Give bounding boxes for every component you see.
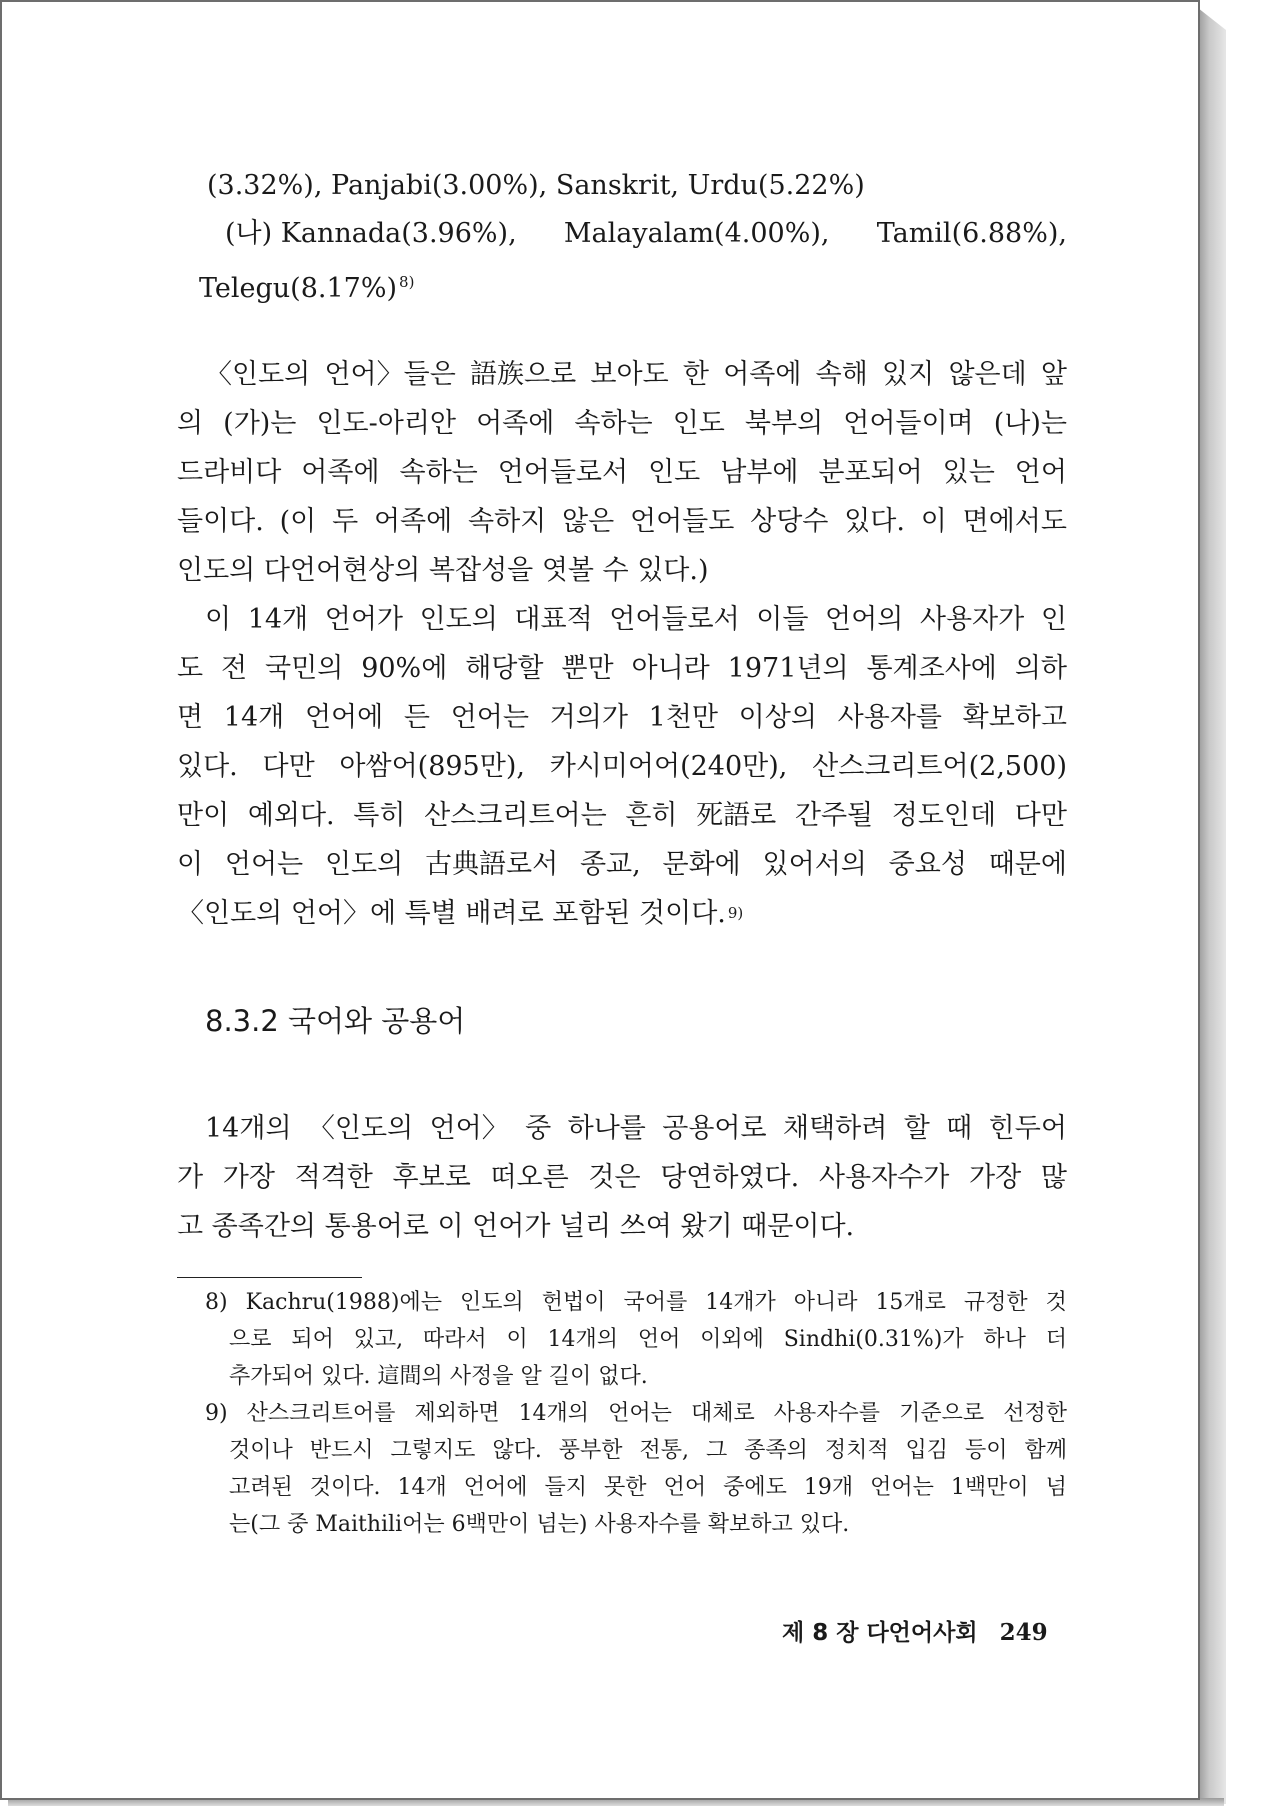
footnote-ref: 8): [399, 273, 415, 291]
word: 되어: [291, 1327, 334, 1352]
text-line: [177, 742, 1067, 791]
word: 인도: [672, 408, 725, 439]
word: 있어서의: [762, 849, 867, 880]
word: 떠오른: [490, 1162, 569, 1193]
word: 전통,: [639, 1438, 689, 1463]
word: 드라비다: [177, 457, 282, 488]
word: 반드시: [309, 1438, 374, 1463]
text-line: [177, 693, 1067, 742]
text-line: [177, 889, 1067, 938]
word: 언어: [637, 1327, 681, 1352]
text-line: [177, 644, 1067, 693]
word: 사용자가: [919, 604, 1025, 635]
word: 다만: [1014, 800, 1067, 831]
word: (가)는: [223, 408, 297, 439]
word: 두: [332, 506, 359, 537]
text-line: [177, 1153, 1067, 1202]
word: 예외다.: [247, 800, 335, 831]
word: 한: [682, 359, 709, 390]
word: 속하지: [468, 506, 547, 537]
word: 종족의: [744, 1438, 808, 1463]
word: 14개: [247, 604, 309, 635]
footnote-ref: 9): [727, 904, 744, 922]
word: 의: [177, 408, 204, 439]
footnote-line: 추가되어 있다. 這間의 사정을 알 길이 없다.: [229, 1364, 648, 1389]
word: 어족에: [476, 408, 555, 439]
footnote-line: 는(그 중 Maithili어는 6백만이 넘는) 사용자수를 확보하고 있다.: [229, 1512, 850, 1537]
word: 국어를: [623, 1290, 688, 1315]
word: 어족에: [301, 457, 380, 488]
word: 14개의: [547, 1327, 619, 1352]
word: 14개: [397, 1475, 447, 1500]
word: 언어〉들은: [324, 359, 456, 390]
word: 간주될: [794, 800, 874, 831]
word: 언어는: [224, 849, 304, 880]
word: 힌두어: [988, 1113, 1067, 1144]
word: 후보로: [392, 1162, 471, 1193]
text-line: [177, 840, 1067, 889]
word: 것이나: [229, 1438, 293, 1463]
word: 인도의: [459, 1290, 524, 1315]
word: 아쌈어(895만),: [339, 751, 525, 782]
word: 언어들로서: [609, 604, 740, 635]
word: 종교,: [579, 849, 641, 880]
word: 풍부한: [558, 1438, 623, 1463]
word: 확보하고: [962, 702, 1067, 733]
word: 많: [1040, 1162, 1067, 1193]
word: 남부에: [720, 457, 799, 488]
word: 있다.: [844, 506, 905, 537]
word: 〈인도의: [307, 1113, 414, 1144]
word: 넘: [1045, 1475, 1067, 1500]
word: 거의가: [549, 702, 628, 733]
word: 언어들도: [630, 506, 735, 537]
word: 1971년의: [727, 653, 849, 684]
word: 인도: [648, 457, 701, 488]
text-line: [177, 350, 1067, 399]
word: 대체로: [690, 1401, 755, 1426]
word: 정치적: [824, 1438, 889, 1463]
chapter-label: 제 8 장 다언어사회: [782, 1620, 978, 1646]
word: 古典語로서: [424, 849, 559, 880]
page-content: [177, 162, 1067, 1543]
word: 사용자수가: [818, 1162, 950, 1193]
footnote-line: [177, 1432, 1067, 1469]
text-span: 〈인도의 언어〉에 특별 배려로 포함된 것이다.: [177, 898, 726, 929]
word: 14개의: [205, 1113, 292, 1144]
word: 따라서: [422, 1327, 487, 1352]
word: 문화에: [662, 849, 741, 880]
word: 15개로: [875, 1290, 946, 1315]
word: 분포되어: [818, 457, 923, 488]
word: 속해: [815, 359, 868, 390]
paragraph-1: [177, 350, 1067, 595]
word: 이: [205, 604, 232, 635]
page-edge-shadow: [1198, 8, 1226, 1804]
word: 선정한: [1003, 1401, 1067, 1426]
word: 19개: [803, 1475, 854, 1500]
word: 어족에: [373, 506, 453, 537]
word: 언어는: [608, 1401, 672, 1426]
footnote-line: [177, 1469, 1067, 1506]
word: 국민의: [265, 653, 344, 684]
word: 적격한: [294, 1162, 373, 1193]
word: 언어는: [870, 1475, 934, 1500]
word: 대표적: [514, 604, 593, 635]
word: 들이다.: [177, 506, 264, 537]
language-list: [177, 162, 1067, 306]
word: 중에도: [723, 1475, 787, 1500]
word: 이들: [756, 604, 809, 635]
word: 입김: [905, 1438, 949, 1463]
word: 語族으로: [470, 359, 577, 390]
word: 산스크리트어는: [424, 800, 607, 831]
word: 이: [506, 1327, 528, 1352]
word: 아니라: [793, 1290, 858, 1315]
word: 보아도: [590, 359, 669, 390]
word: 이외에: [700, 1327, 764, 1352]
word: 의하: [1014, 653, 1067, 684]
text-line: [177, 791, 1067, 840]
word: 때: [946, 1113, 973, 1144]
word: 언어: [663, 1475, 707, 1500]
word: Sindhi(0.31%)가: [783, 1327, 964, 1352]
word: 헌법이: [541, 1290, 606, 1315]
word: 않다.: [492, 1438, 542, 1463]
word: 속하는: [399, 457, 478, 488]
word: 언어의: [825, 604, 904, 635]
word: 언어에: [463, 1475, 528, 1500]
word: 언어는: [450, 702, 529, 733]
word: 언어에: [304, 702, 384, 733]
word: 이: [920, 506, 947, 537]
word: 그: [705, 1438, 728, 1463]
word: 않은데: [948, 359, 1027, 390]
word: 할: [903, 1113, 930, 1144]
word: 카시미어어(240만),: [549, 751, 788, 782]
word: 채택하려: [782, 1113, 888, 1144]
word: 해당할: [465, 653, 544, 684]
word: 14개의: [518, 1401, 590, 1426]
paragraph-2: [177, 595, 1067, 938]
word: 하나를: [567, 1113, 646, 1144]
text-line: [177, 399, 1067, 448]
word: 만이: [177, 800, 230, 831]
word: 가: [177, 1162, 204, 1193]
word: 死語로: [696, 800, 777, 831]
word: 인도-아리안: [316, 408, 456, 439]
word: 가장: [968, 1162, 1022, 1193]
word: 〈인도의: [205, 359, 311, 390]
section-number: 8.3.2: [205, 1004, 279, 1038]
word: 아니라: [631, 653, 710, 684]
footnote-9: [177, 1395, 1067, 1543]
list-line: [177, 258, 1067, 306]
word: 흔히: [625, 800, 678, 831]
word: 언어가: [324, 604, 403, 635]
word: 도: [177, 653, 204, 684]
page-number: 249: [999, 1619, 1048, 1646]
word: 1천만: [648, 702, 718, 733]
text-line: [177, 497, 1067, 546]
word: 않은: [562, 506, 615, 537]
footnote-line: [177, 1284, 1067, 1321]
word: 규정한: [963, 1290, 1028, 1315]
word: 14개: [223, 702, 285, 733]
text-line: [177, 595, 1067, 644]
text-line: 인도의 다언어현상의 복잡성을 엿볼 수 있다.): [177, 555, 709, 586]
word: 이상의: [738, 702, 817, 733]
word: 산스크리트어를: [246, 1401, 396, 1426]
word: 90%에: [361, 653, 448, 684]
word: 하나: [983, 1327, 1026, 1352]
footnote-8: [177, 1284, 1067, 1395]
list-line: (3.32%), Panjabi(3.00%), Sanskrit, Urdu(5.22%): [207, 170, 865, 201]
running-footer: [782, 1614, 1048, 1647]
word: 면에서도: [962, 506, 1067, 537]
word: 상당수: [750, 506, 829, 537]
word: 것은: [588, 1162, 641, 1193]
list-item: (나) Kannada(3.96%),: [225, 218, 517, 249]
word: 1백만이: [950, 1475, 1029, 1500]
word: 앞: [1040, 359, 1067, 390]
word: 것이다.: [309, 1475, 381, 1500]
word: 중요성: [888, 849, 967, 880]
word: 인: [1040, 604, 1067, 635]
word: (이: [279, 506, 317, 537]
footnote-line: [177, 1395, 1067, 1432]
word: 뿐만: [561, 653, 614, 684]
word: 있다.: [177, 751, 238, 782]
word: 전: [221, 653, 248, 684]
section-heading: [177, 996, 1067, 1046]
word: 인도의: [419, 604, 498, 635]
word: 사용자를: [837, 702, 942, 733]
word: 있고,: [353, 1327, 404, 1352]
text-line: [177, 1104, 1067, 1153]
word: 함께: [1024, 1438, 1067, 1463]
word: (나)는: [993, 408, 1067, 439]
word: 기준으로: [899, 1401, 985, 1426]
word: 북부의: [744, 408, 824, 439]
word: 때문에: [988, 849, 1067, 880]
word: 든: [403, 702, 430, 733]
word: 것: [1045, 1290, 1067, 1315]
text-line: [177, 448, 1067, 497]
word: 이: [177, 849, 204, 880]
word: 공용어로: [662, 1113, 767, 1144]
section-title: 국어와 공용어: [288, 1004, 466, 1038]
word: 그렇지도: [390, 1438, 476, 1463]
word: 있는: [942, 457, 995, 488]
word: 통계조사에: [866, 653, 997, 684]
word: 속하는: [574, 408, 653, 439]
word: 제외하면: [414, 1401, 500, 1426]
list-item: Tamil(6.88%),: [876, 218, 1067, 249]
word: 더: [1045, 1327, 1067, 1352]
word: 중: [525, 1113, 552, 1144]
word: 인도의: [324, 849, 404, 880]
word: 면: [177, 702, 204, 733]
word: 언어들이며: [843, 408, 974, 439]
word: 9): [205, 1401, 228, 1426]
list-item: Malayalam(4.00%),: [563, 218, 830, 249]
word: 다만: [262, 751, 315, 782]
word: 8): [205, 1290, 228, 1315]
word: 들지: [544, 1475, 588, 1500]
word: 사용자수를: [773, 1401, 881, 1426]
word: 당연하였다.: [660, 1162, 800, 1193]
word: 언어: [1014, 457, 1067, 488]
word: 산스크리트어(2,500): [812, 751, 1067, 782]
footnote-line: [177, 1321, 1067, 1358]
word: 14개가: [705, 1290, 776, 1315]
word: 언어〉: [429, 1113, 509, 1144]
list-line: [177, 210, 1067, 258]
word: 특히: [353, 800, 406, 831]
list-item: Telegu(8.17%): [199, 273, 398, 304]
word: Kachru(1988)에는: [245, 1290, 442, 1315]
paragraph-3: [177, 1104, 1067, 1251]
word: 못한: [604, 1475, 647, 1500]
word: 고려된: [229, 1475, 293, 1500]
word: 으로: [229, 1327, 272, 1352]
word: 어족에: [723, 359, 802, 390]
word: 언어들로서: [497, 457, 629, 488]
footnote-divider: [177, 1277, 362, 1278]
word: 정도인데: [891, 800, 997, 831]
word: 등이: [965, 1438, 1008, 1463]
word: 가장: [222, 1162, 275, 1193]
word: 있지: [882, 359, 935, 390]
text-line: 고 종족간의 통용어로 이 언어가 널리 쓰여 왔기 때문이다.: [177, 1211, 855, 1242]
